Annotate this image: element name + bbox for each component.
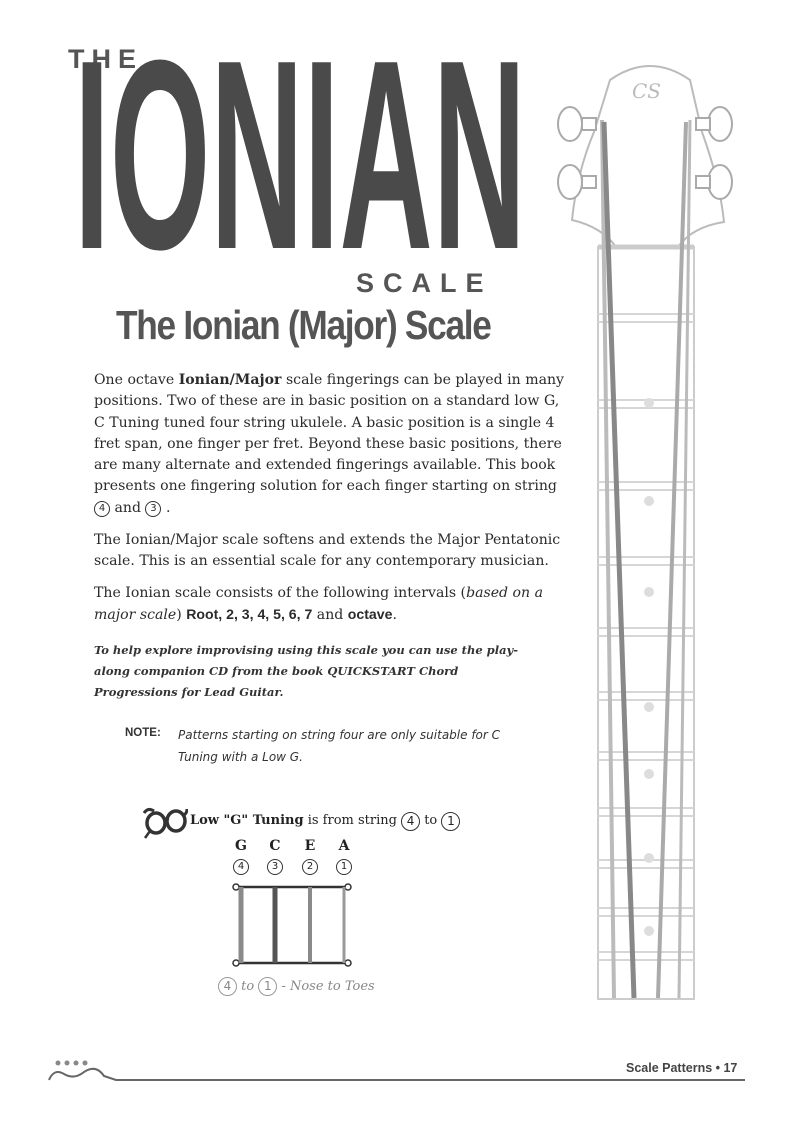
string-letter-c: C bbox=[269, 838, 281, 854]
tuning-peg bbox=[708, 107, 732, 141]
p3-post: ) bbox=[176, 607, 187, 624]
string-number-2-symbol: 2 bbox=[302, 859, 318, 875]
nose-to-toes bbox=[218, 977, 375, 996]
paragraph-intro bbox=[94, 370, 564, 519]
tuning-to-word: to bbox=[420, 813, 442, 828]
tuning-text: is from string bbox=[303, 813, 402, 828]
nose-text: - Nose to Toes bbox=[277, 979, 375, 994]
tuning-bold: Low "G" Tuning bbox=[190, 813, 304, 828]
string-number-1 bbox=[334, 858, 354, 875]
string-number-2 bbox=[300, 858, 320, 875]
tuning-to-symbol: 1 bbox=[441, 812, 460, 831]
note-label: NOTE: bbox=[125, 727, 161, 739]
ukulele-neck-illustration bbox=[552, 52, 742, 1002]
headstock-logo: CS bbox=[632, 79, 662, 103]
svg-text:IONIAN: IONIAN bbox=[74, 52, 526, 282]
paragraph-intervals bbox=[94, 583, 564, 627]
string-letter-a: A bbox=[338, 838, 350, 854]
glasses-icon bbox=[142, 805, 188, 839]
string-diagram bbox=[230, 880, 354, 970]
string-number-4 bbox=[231, 858, 251, 875]
nose-to-word: to bbox=[237, 979, 259, 994]
tuning-line bbox=[190, 812, 460, 831]
p3-italic: based on a major scale bbox=[94, 585, 544, 624]
p1-pre: One octave bbox=[94, 372, 179, 388]
p1-end: . bbox=[161, 499, 171, 516]
tuning-peg bbox=[708, 165, 732, 199]
nose-to-symbol: 1 bbox=[258, 977, 277, 996]
p1-and: and bbox=[110, 499, 146, 516]
tuning-from-symbol: 4 bbox=[401, 812, 420, 831]
string-4-symbol: 4 bbox=[94, 501, 110, 517]
p1-mid: scale fingerings can be played in many positions. Two of these are in basic position on a standard low G, C Tuning tuned four string ukulele. A basic position is a single 4 fret span, one finger per fret. Beyond these basic positions, there are many alternate and extended fingerings available. This book presents one fingering solution for each finger starting on string bbox=[94, 372, 565, 495]
string-3-symbol: 3 bbox=[145, 501, 161, 517]
p3-and: and bbox=[312, 607, 348, 624]
string-number-3 bbox=[265, 858, 285, 875]
string-number-4-symbol: 4 bbox=[233, 859, 249, 875]
title-the: THE bbox=[68, 44, 143, 74]
p3-octave: octave bbox=[347, 606, 393, 623]
title-scale: SCALE bbox=[356, 268, 493, 298]
nose-from-symbol: 4 bbox=[218, 977, 237, 996]
improvise-note: To help explore improvising using this scale you can use the play-along companion CD from the book QUICKSTART Chord Progressions for Lead Guitar. bbox=[94, 643, 518, 699]
string-letter-e: E bbox=[304, 838, 316, 854]
tuning-peg bbox=[558, 107, 582, 141]
page-heading: The Ionian (Major) Scale bbox=[116, 302, 491, 348]
p1-bold: Ionian/Major bbox=[178, 372, 282, 388]
title-ionian bbox=[74, 52, 534, 282]
tuning-peg bbox=[558, 165, 582, 199]
string-number-3-symbol: 3 bbox=[267, 859, 283, 875]
string-number-1-symbol: 1 bbox=[336, 859, 352, 875]
note-text: Patterns starting on string four are only suitable for C Tuning with a Low G. bbox=[178, 728, 501, 764]
paragraph-softens: The Ionian/Major scale softens and extends the Major Pentatonic scale. This is an essential scale for any contemporary musician. bbox=[94, 532, 561, 570]
p3-pre: The Ionian scale consists of the following intervals ( bbox=[94, 585, 467, 601]
footer-page-label: Scale Patterns • 17 bbox=[626, 1061, 738, 1075]
string-letter-g: G bbox=[235, 838, 247, 854]
p3-end: . bbox=[392, 607, 397, 624]
p3-intervals: Root, 2, 3, 4, 5, 6, 7 bbox=[186, 606, 313, 623]
